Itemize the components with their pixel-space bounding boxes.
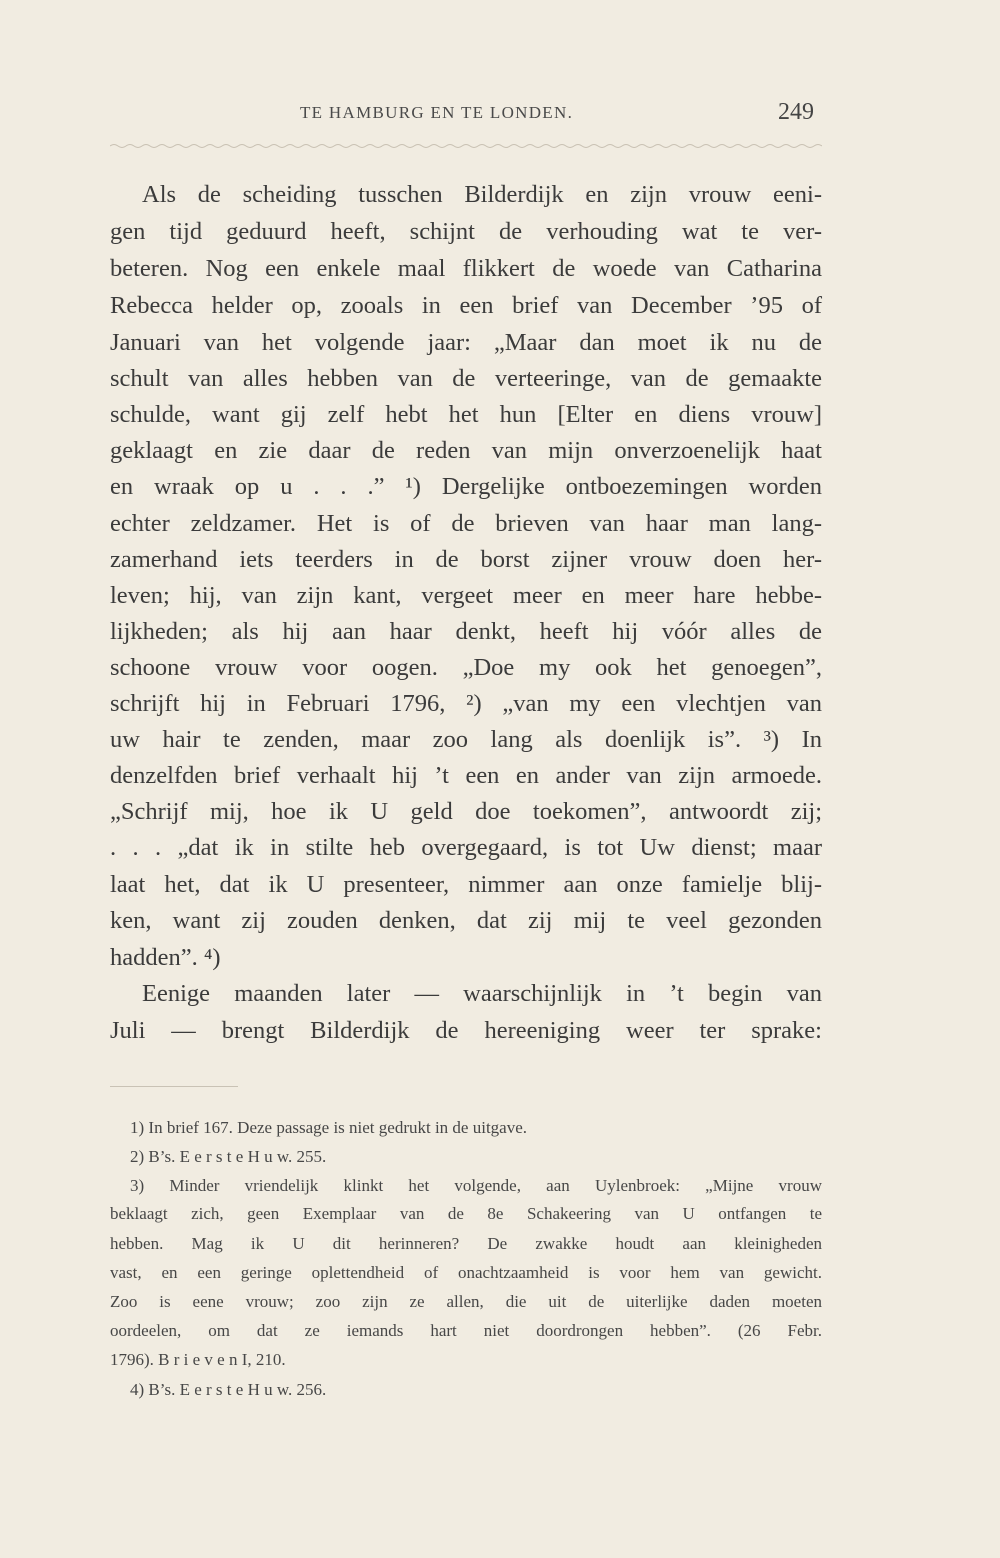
body-line: schulde, want gij zelf hebt het hun [Elter en diens vrouw] [110,401,822,428]
footnote-line: vast, en een geringe oplettendheid of onachtzaamheid is voor hem van gewicht. [110,1263,822,1282]
body-line: echter zeldzamer. Het is of de brieven van haar man lang- [110,510,822,537]
body-line: beteren. Nog een enkele maal flikkert de woede van Catharina [110,255,822,282]
footnote-line: 1) In brief 167. Deze passage is niet gedrukt in de uitgave. [130,1118,528,1137]
body-line: uw hair te zenden, maar zoo lang als doenlijk is”. ³) In [110,726,822,753]
body-line: schoone vrouw voor oogen. „Doe my ook het genoegen”, [110,654,822,681]
footnote-line: 1796). B r i e v e n I, 210. [110,1350,286,1369]
footnote-line: hebben. Mag ik U dit herinneren? De zwakke houdt aan kleinigheden [110,1234,822,1253]
body-line: Juli — brengt Bilderdijk de hereeniging weer ter sprake: [110,1017,822,1044]
body-line: „Schrijf mij, hoe ik U geld doe toekomen”, antwoordt zij; [110,798,822,825]
body-line: schult van alles hebben van de verteeringe, van de gemaakte [110,365,822,392]
body-line: ken, want zij zouden denken, dat zij mij te veel gezonden [110,907,822,934]
footnote-line: oordeelen, om dat ze iemands hart niet doordrongen hebben”. (26 Febr. [110,1321,822,1340]
body-line: gen tijd geduurd heeft, schijnt de verhouding wat te ver- [110,218,822,245]
body-line: Rebecca helder op, zooals in een brief van December ’95 of [110,292,822,319]
body-line: Als de scheiding tusschen Bilderdijk en zijn vrouw eeni- [142,181,822,208]
body-line: . . . „dat ik in stilte heb overgegaard, is tot Uw dienst; maar [110,834,822,861]
footnote-line: 3) Minder vriendelijk klinkt het volgende, aan Uylenbroek: „Mijne vrouw [130,1176,822,1195]
body-line: laat het, dat ik U presenteer, nimmer aan onze famielje blij- [110,871,822,898]
body-line: zamerhand iets teerders in de borst zijner vrouw doen her- [110,546,822,573]
body-line: schrijft hij in Februari 1796, ²) „van my een vlechtjen van [110,690,822,717]
page-number: 249 [778,99,814,125]
footnote-line: 4) B’s. E e r s t e H u w. 256. [130,1380,327,1399]
body-line: denzelfden brief verhaalt hij ’t een en ander van zijn armoede. [110,762,822,789]
body-line: hadden”. ⁴) [110,944,221,971]
running-header [0,99,1000,133]
body-line: leven; hij, van zijn kant, vergeet meer en meer hare hebbe- [110,582,822,609]
header-wavy-rule [110,143,822,149]
body-line: lijkheden; als hij aan haar denkt, heeft hij vóór alles de [110,618,822,645]
footnote-divider [110,1086,238,1087]
body-line: geklaagt en zie daar de reden van mijn onverzoenelijk haat [110,437,822,464]
running-title: TE HAMBURG EN TE LONDEN. [300,103,574,122]
body-line: Eenige maanden later — waarschijnlijk in ’t begin van [142,980,822,1007]
body-line: en wraak op u . . .” ¹) Dergelijke ontboezemingen worden [110,473,822,500]
footnote-line: 2) B’s. E e r s t e H u w. 255. [130,1147,327,1166]
footnote-line: beklaagt zich, geen Exemplaar van de 8e Schakeering van U ontfangen te [110,1204,822,1223]
body-line: Januari van het volgende jaar: „Maar dan moet ik nu de [110,329,822,356]
footnote-line: Zoo is eene vrouw; zoo zijn ze allen, die uit de uiterlijke daden moeten [110,1292,822,1311]
